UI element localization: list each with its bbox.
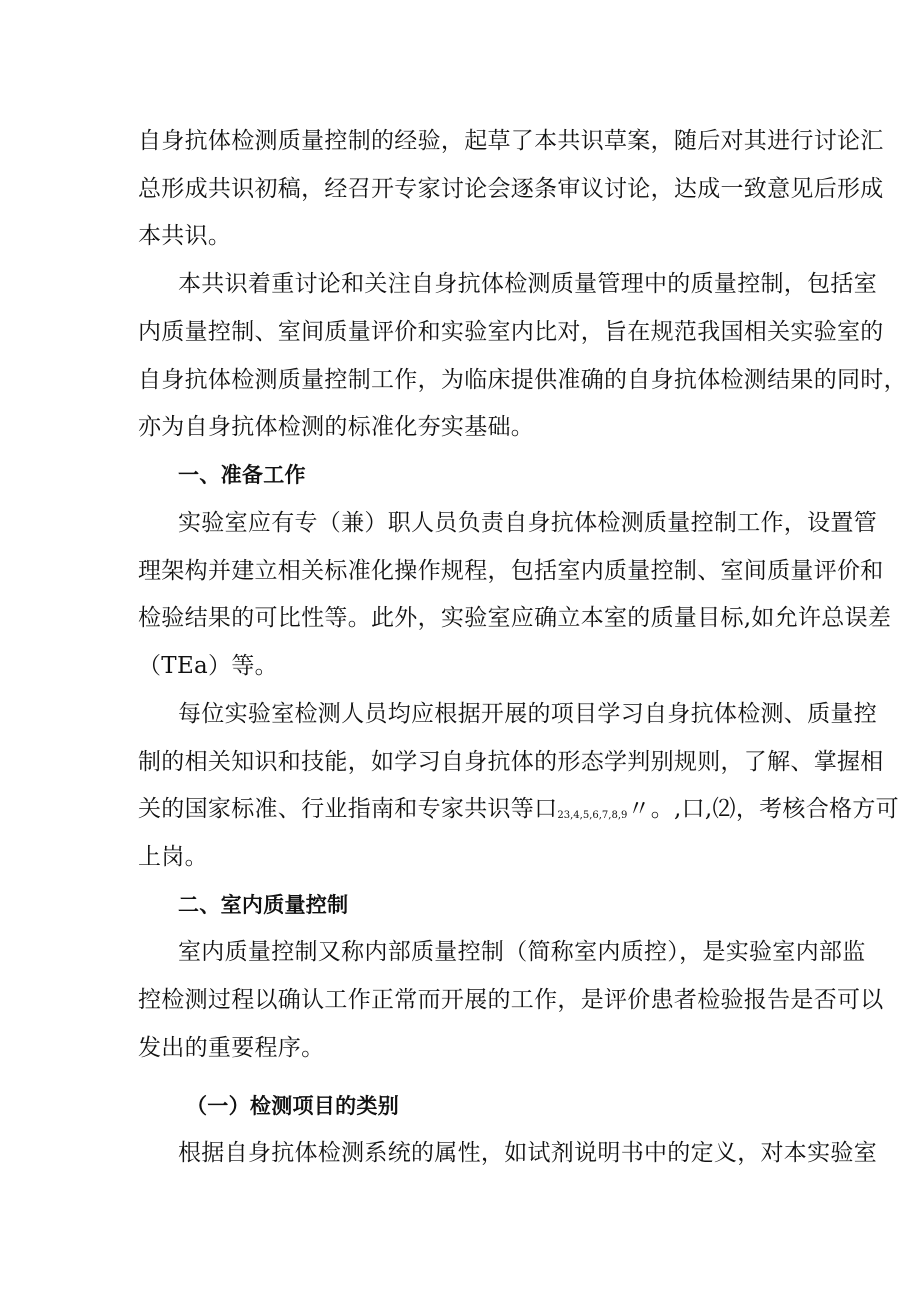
s2-para1-line-1: 室内质量控制又称内部质量控制（简称室内质控），是实验室内部监 [178, 939, 866, 965]
s1-para1-line-1: 实验室应有专（兼）职人员负责自身抗体检测质量控制工作，设置管 [178, 510, 877, 536]
para2-line-3: 自身抗体检测质量控制工作，为临床提供准确的自身抗体检测结果的同时， [138, 367, 907, 393]
ss1-para1-line-1: 根据自身抗体检测系统的属性，如试剂说明书中的定义，对本实验室 [178, 1140, 877, 1166]
s1-para1-line-2: 理架构并建立相关标准化操作规程，包括室内质量控制、室间质量评价和 [138, 558, 884, 584]
intro-line-3: 本共识。 [138, 223, 232, 249]
subsection-heading-test-categories: （一）检测项目的类别 [186, 1094, 399, 1118]
section-heading-internal-qc: 二、室内质量控制 [178, 893, 349, 917]
s1-para2-line-3 [138, 793, 899, 825]
intro-line-1: 自身抗体检测质量控制的经验，起草了本共识草案，随后对其进行讨论汇 [138, 128, 884, 154]
s1-para2-line-3-text: 关的国家标准、行业指南和专家共识等口 [138, 796, 558, 822]
para2-line-4: 亦为自身抗体检测的标准化夯实基础。 [138, 414, 535, 440]
s2-para1-line-3: 发出的重要程序。 [138, 1035, 325, 1061]
reference-numbers: 23,4,5,6,7,8,9 [557, 810, 628, 821]
s1-para1-line-4: （TEa）等。 [138, 653, 278, 679]
section-heading-preparation: 一、准备工作 [178, 463, 306, 487]
para2-line-2: 内质量控制、室间质量评价和实验室内比对，旨在规范我国相关实验室的 [138, 319, 884, 345]
para2-line-1: 本共识着重讨论和关注自身抗体检测质量管理中的质量控制，包括室 [178, 271, 877, 297]
s2-para1-line-2: 控检测过程以确认工作正常而开展的工作，是评价患者检验报告是否可以 [138, 987, 884, 1013]
intro-line-2: 总形成共识初稿，经召开专家讨论会逐条审议讨论，达成一致意见后形成 [138, 176, 884, 202]
s1-para2-line-1: 每位实验室检测人员均应根据开展的项目学习自身抗体检测、质量控 [178, 701, 877, 727]
s1-para2-line-2: 制的相关知识和技能，如学习自身抗体的形态学判别规则，了解、掌握相 [138, 749, 884, 775]
s1-para1-line-3: 检验结果的可比性等。此外，实验室应确立本室的质量目标,如允许总误差 [138, 605, 892, 631]
s1-para2-line-4: 上岗。 [138, 844, 208, 870]
s1-para2-line-3-suffix: 〃。,口,⑵，考核合格方可 [627, 796, 899, 822]
